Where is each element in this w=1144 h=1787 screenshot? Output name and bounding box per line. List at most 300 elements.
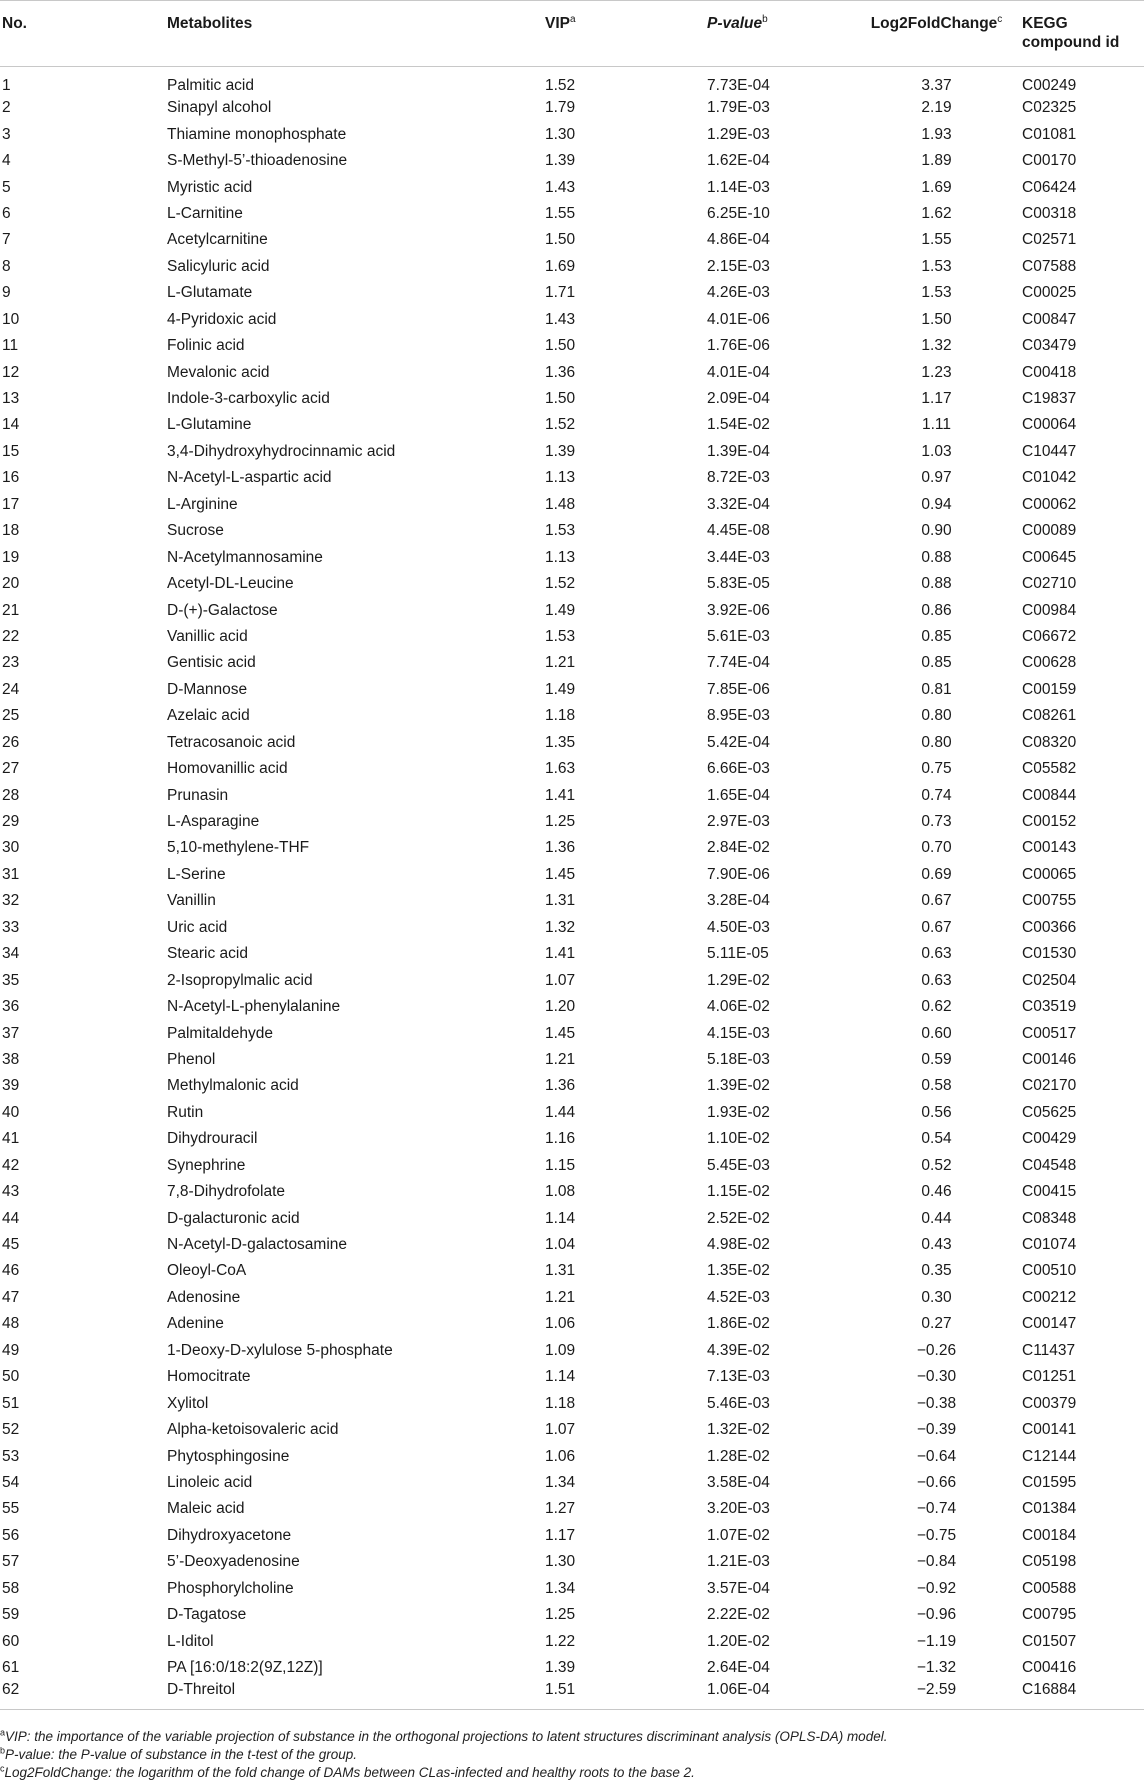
cell-metabolite: N-Acetylmannosamine: [167, 548, 323, 566]
cell-metabolite: Adenine: [167, 1315, 224, 1333]
cell-vip: 1.63: [545, 760, 576, 778]
table-row: [0, 1232, 1144, 1258]
cell-pvalue: 1.06E-04: [706, 1681, 852, 1710]
cell-vip: 1.21: [545, 1288, 576, 1306]
cell-metabolite: Mevalonic acid: [167, 363, 270, 381]
cell-no: 53: [2, 1447, 20, 1465]
cell-vip: 1.39: [545, 442, 576, 460]
footnote-mark: a: [0, 1727, 6, 1738]
cell-kegg-id: C01384: [1022, 1500, 1077, 1518]
table-row: [0, 518, 1144, 544]
table-body: [0, 67, 1144, 1710]
cell-pvalue: 1.39E-04: [707, 442, 770, 460]
cell-log2foldchange: 0.60: [921, 1024, 952, 1042]
table-row: [0, 862, 1144, 888]
cell-vip: 1.44: [545, 1103, 576, 1121]
cell-log2foldchange: 0.86: [921, 601, 952, 619]
cell-log2foldchange: 1.53: [921, 284, 952, 302]
cell-log2foldchange: −0.26: [916, 1341, 957, 1359]
cell-kegg-id: C00249: [1022, 77, 1077, 94]
cell-kegg-id: C00152: [1022, 813, 1077, 831]
cell-log2foldchange: 0.63: [921, 945, 952, 963]
cell-pvalue: 4.86E-04: [707, 231, 770, 249]
cell-metabolite: Indole-3-carboxylic acid: [167, 390, 330, 408]
header-log2foldchange-footnote-mark: c: [997, 13, 1003, 25]
cell-vip: 1.52: [545, 77, 576, 94]
cell-pvalue: 1.32E-02: [707, 1421, 770, 1439]
cell-vip: 1.13: [545, 469, 576, 487]
table-row: [0, 1523, 1144, 1549]
cell-kegg-id: C11437: [1022, 1341, 1076, 1359]
cell-log2foldchange: −2.59: [852, 1681, 1021, 1710]
cell-vip: 1.43: [545, 310, 576, 328]
cell-no: 3: [2, 125, 11, 143]
cell-vip: 1.39: [545, 152, 576, 170]
cell-pvalue: 1.65E-04: [707, 786, 770, 804]
cell-kegg-id: C10447: [1022, 442, 1077, 460]
cell-metabolite: Palmitic acid: [167, 77, 254, 94]
table-row: [0, 941, 1144, 967]
cell-vip: 1.45: [545, 865, 576, 883]
cell-metabolite: Adenosine: [167, 1288, 241, 1306]
cell-no: 60: [2, 1632, 20, 1650]
cell-kegg-id: C02710: [1022, 575, 1077, 593]
cell-log2foldchange: −0.64: [916, 1447, 957, 1465]
cell-log2foldchange: 0.81: [921, 680, 952, 698]
cell-log2foldchange: 1.53: [921, 257, 952, 275]
table-row: [0, 121, 1144, 147]
cell-pvalue: 2.15E-03: [707, 257, 770, 275]
table-row: [0, 1655, 1144, 1681]
cell-metabolite: Tetracosanoic acid: [167, 733, 296, 751]
cell-pvalue: 2.22E-02: [707, 1606, 770, 1624]
cell-log2foldchange: 0.85: [921, 654, 952, 672]
cell-log2foldchange: 0.80: [921, 733, 952, 751]
cell-kegg-id: C04548: [1022, 1156, 1077, 1174]
cell-kegg-id: C00065: [1022, 865, 1077, 883]
cell-no: 48: [2, 1315, 20, 1333]
cell-pvalue: 3.57E-04: [707, 1579, 770, 1597]
table-row: [0, 1126, 1144, 1152]
cell-metabolite: Vanillic acid: [167, 627, 248, 645]
cell-metabolite: Thiamine monophosphate: [167, 125, 347, 143]
table-row: [0, 703, 1144, 729]
table-row: [0, 1496, 1144, 1522]
cell-log2foldchange: 2.19: [921, 99, 952, 117]
cell-pvalue: 2.09E-04: [707, 390, 770, 408]
header-pvalue: [706, 1, 852, 67]
cell-metabolite: Myristic acid: [167, 178, 253, 196]
cell-no: 37: [2, 1024, 20, 1042]
cell-pvalue: 7.74E-04: [707, 654, 770, 672]
cell-vip: 1.36: [545, 839, 576, 857]
cell-vip: 1.36: [545, 1077, 576, 1095]
cell-kegg-id: C01530: [1022, 945, 1077, 963]
cell-kegg-id: C02170: [1022, 1077, 1077, 1095]
cell-kegg-id: C00517: [1022, 1024, 1077, 1042]
cell-pvalue: 1.15E-02: [707, 1183, 770, 1201]
table-row: [0, 544, 1144, 570]
cell-kegg-id: C03479: [1022, 337, 1077, 355]
cell-no: 11: [2, 337, 19, 355]
cell-log2foldchange: 0.67: [921, 892, 952, 910]
cell-pvalue: 2.64E-04: [707, 1659, 770, 1677]
table-row: [0, 1417, 1144, 1443]
cell-metabolite: Sinapyl alcohol: [167, 99, 272, 117]
cell-kegg-id: C00147: [1022, 1315, 1077, 1333]
table-row: [0, 1020, 1144, 1046]
cell-kegg-id: C12144: [1022, 1447, 1077, 1465]
cell-pvalue: 1.76E-06: [707, 337, 770, 355]
cell-pvalue: 1.29E-02: [707, 971, 770, 989]
footnote-mark: b: [0, 1745, 6, 1756]
cell-vip: 1.22: [545, 1632, 576, 1650]
table-row: [0, 280, 1144, 306]
table-row: [0, 439, 1144, 465]
cell-kegg-id: C02571: [1022, 231, 1077, 249]
cell-log2foldchange: 0.58: [921, 1077, 952, 1095]
cell-pvalue: 2.84E-02: [707, 839, 770, 857]
cell-pvalue: 1.20E-02: [707, 1632, 770, 1650]
cell-log2foldchange: −1.19: [916, 1632, 957, 1650]
cell-kegg-id: C03519: [1022, 998, 1077, 1016]
cell-vip: 1.14: [545, 1209, 576, 1227]
cell-log2foldchange: 1.17: [921, 390, 952, 408]
cell-pvalue: 1.28E-02: [707, 1447, 770, 1465]
cell-metabolite: Dihydroxyacetone: [167, 1526, 292, 1544]
cell-pvalue: 3.92E-06: [707, 601, 770, 619]
cell-vip: 1.14: [545, 1368, 576, 1386]
table-row: [0, 492, 1144, 518]
table-row: [0, 782, 1144, 808]
table-row: [0, 994, 1144, 1020]
cell-vip: 1.49: [545, 680, 576, 698]
cell-metabolite: 3,4-Dihydroxyhydrocinnamic acid: [167, 442, 396, 460]
table-row: [0, 174, 1144, 200]
cell-vip: 1.53: [545, 627, 576, 645]
cell-kegg-id: C01507: [1022, 1632, 1077, 1650]
cell-log2foldchange: −0.75: [916, 1526, 957, 1544]
cell-log2foldchange: −0.39: [916, 1421, 957, 1439]
cell-pvalue: 5.18E-03: [707, 1050, 770, 1068]
cell-kegg-id: C00847: [1022, 310, 1077, 328]
cell-no: 58: [2, 1579, 20, 1597]
cell-log2foldchange: 0.74: [921, 786, 952, 804]
table-row: [0, 227, 1144, 253]
cell-kegg-id: C00062: [1022, 495, 1077, 513]
footnote-text: VIP: the importance of the variable projection of substance in the orthogonal projections to latent structures discriminant analysis (OPLS-DA) model.: [5, 1729, 888, 1744]
header-row: [0, 1, 1144, 67]
table-row: [0, 1364, 1144, 1390]
cell-pvalue: 1.79E-03: [707, 99, 770, 117]
cell-pvalue: 5.45E-03: [707, 1156, 770, 1174]
cell-metabolite: Salicyluric acid: [167, 257, 270, 275]
cell-no: 21: [2, 601, 20, 619]
cell-no: 47: [2, 1288, 20, 1306]
cell-log2foldchange: −0.96: [916, 1606, 957, 1624]
header-pvalue-label: P-value: [707, 15, 763, 32]
cell-kegg-id: C00588: [1022, 1579, 1077, 1597]
table-row: [0, 359, 1144, 385]
cell-vip: 1.06: [545, 1447, 576, 1465]
cell-metabolite: N-Acetyl-L-aspartic acid: [167, 469, 332, 487]
cell-log2foldchange: 0.88: [921, 548, 952, 566]
cell-log2foldchange: 0.44: [921, 1209, 952, 1227]
cell-vip: 1.71: [545, 284, 576, 302]
cell-kegg-id: C08320: [1022, 733, 1077, 751]
cell-vip: 1.25: [545, 1606, 576, 1624]
cell-log2foldchange: 0.70: [921, 839, 952, 857]
cell-kegg-id: C00212: [1022, 1288, 1077, 1306]
footnote-text: P-value: the P-value of substance in the t-test of the group.: [5, 1747, 357, 1762]
cell-log2foldchange: −0.84: [916, 1553, 957, 1571]
cell-kegg-id: C01251: [1022, 1368, 1077, 1386]
cell-log2foldchange: −0.92: [916, 1579, 957, 1597]
cell-vip: 1.50: [545, 231, 576, 249]
cell-vip: 1.39: [545, 1659, 576, 1677]
cell-no: 59: [2, 1606, 20, 1624]
cell-metabolite: N-Acetyl-D-galactosamine: [167, 1236, 348, 1254]
cell-log2foldchange: 1.50: [921, 310, 952, 328]
cell-no: 9: [2, 284, 11, 302]
cell-vip: 1.08: [545, 1183, 576, 1201]
cell-vip: 1.20: [545, 998, 576, 1016]
cell-log2foldchange: 0.56: [921, 1103, 952, 1121]
cell-vip: 1.79: [545, 99, 576, 117]
cell-vip: 1.13: [545, 548, 576, 566]
table-row: [0, 624, 1144, 650]
cell-no: 15: [2, 442, 20, 460]
cell-no: 27: [2, 760, 20, 778]
cell-metabolite: Alpha-ketoisovaleric acid: [167, 1421, 339, 1439]
cell-kegg-id: C00025: [1022, 284, 1077, 302]
cell-no: 2: [2, 99, 11, 117]
cell-metabolite: D-galacturonic acid: [167, 1209, 300, 1227]
cell-metabolite: Vanillin: [167, 892, 216, 910]
cell-metabolite: Homocitrate: [167, 1368, 251, 1386]
table-header: [0, 1, 1144, 67]
cell-metabolite: Uric acid: [167, 918, 228, 936]
cell-no: 38: [2, 1050, 20, 1068]
table-row: [0, 650, 1144, 676]
table-row: [0, 1073, 1144, 1099]
cell-pvalue: 1.62E-04: [707, 152, 770, 170]
cell-log2foldchange: −0.66: [916, 1473, 957, 1491]
footnote-mark: c: [0, 1763, 5, 1774]
header-vip-label: VIP: [545, 15, 570, 32]
cell-metabolite: Linoleic acid: [167, 1473, 253, 1491]
cell-kegg-id: C00170: [1022, 152, 1077, 170]
cell-metabolite: D-Threitol: [166, 1681, 544, 1710]
cell-pvalue: 2.52E-02: [707, 1209, 770, 1227]
cell-pvalue: 5.46E-03: [707, 1394, 770, 1412]
cell-pvalue: 7.13E-03: [707, 1368, 770, 1386]
header-no: [0, 1, 166, 67]
cell-metabolite: 4-Pyridoxic acid: [167, 310, 277, 328]
cell-kegg-id: C19837: [1022, 390, 1077, 408]
cell-vip: 1.30: [545, 1553, 576, 1571]
cell-no: 10: [2, 310, 20, 328]
cell-metabolite: Methylmalonic acid: [167, 1077, 299, 1095]
table-row: [0, 1153, 1144, 1179]
table-row: [0, 1549, 1144, 1575]
cell-kegg-id: C00184: [1022, 1526, 1077, 1544]
cell-pvalue: 3.28E-04: [707, 892, 770, 910]
cell-pvalue: 6.25E-10: [707, 204, 770, 222]
table-row: [0, 412, 1144, 438]
table-row: [0, 597, 1144, 623]
cell-vip: 1.18: [545, 707, 576, 725]
cell-no: 55: [2, 1500, 20, 1518]
cell-pvalue: 1.29E-03: [707, 125, 770, 143]
table-row: [0, 1258, 1144, 1284]
table-row: [0, 571, 1144, 597]
table-row: [0, 1047, 1144, 1073]
table-row: [0, 730, 1144, 756]
cell-no: 35: [2, 971, 20, 989]
cell-no: 13: [2, 390, 20, 408]
cell-metabolite: D-Tagatose: [167, 1606, 247, 1624]
cell-log2foldchange: 0.27: [921, 1315, 952, 1333]
cell-metabolite: 1-Deoxy-D-xylulose 5-phosphate: [167, 1341, 393, 1359]
table-row: [0, 333, 1144, 359]
cell-metabolite: L-Iditol: [167, 1632, 214, 1650]
cell-log2foldchange: 0.35: [921, 1262, 952, 1280]
cell-kegg-id: C02504: [1022, 971, 1077, 989]
cell-kegg-id: C01595: [1022, 1473, 1077, 1491]
cell-log2foldchange: −0.30: [916, 1368, 957, 1386]
cell-metabolite: L-Glutamine: [167, 416, 252, 434]
cell-metabolite: Folinic acid: [167, 337, 245, 355]
cell-no: 52: [2, 1421, 20, 1439]
header-log2foldchange-label: Log2FoldChange: [870, 15, 998, 32]
cell-pvalue: 1.54E-02: [707, 416, 770, 434]
cell-metabolite: 5’-Deoxyadenosine: [167, 1553, 300, 1571]
table-row: [0, 1179, 1144, 1205]
cell-kegg-id: C02325: [1022, 99, 1077, 117]
cell-pvalue: 7.73E-04: [707, 77, 770, 94]
cell-kegg-id: C00064: [1022, 416, 1077, 434]
cell-pvalue: 3.32E-04: [707, 495, 770, 513]
cell-no: 34: [2, 945, 20, 963]
cell-pvalue: 1.86E-02: [707, 1315, 770, 1333]
cell-kegg-id: C00159: [1022, 680, 1077, 698]
cell-no: 26: [2, 733, 20, 751]
table-row: [0, 1681, 1144, 1710]
cell-metabolite: Stearic acid: [167, 945, 248, 963]
cell-metabolite: L-Arginine: [167, 495, 238, 513]
cell-log2foldchange: 0.97: [921, 469, 952, 487]
table-row: [0, 756, 1144, 782]
cell-pvalue: 4.45E-08: [707, 522, 770, 540]
table-row: [0, 201, 1144, 227]
cell-metabolite: Phosphorylcholine: [167, 1579, 294, 1597]
table-row: [0, 1602, 1144, 1628]
cell-no: 61: [2, 1659, 20, 1677]
cell-kegg-id: C00755: [1022, 892, 1077, 910]
cell-metabolite: Maleic acid: [167, 1500, 245, 1518]
cell-vip: 1.09: [545, 1341, 576, 1359]
cell-vip: 1.49: [545, 601, 576, 619]
table-row: [0, 835, 1144, 861]
cell-metabolite: Prunasin: [167, 786, 229, 804]
cell-vip: 1.52: [545, 416, 576, 434]
cell-pvalue: 4.01E-04: [707, 363, 770, 381]
cell-log2foldchange: 0.52: [921, 1156, 952, 1174]
cell-pvalue: 4.06E-02: [707, 998, 770, 1016]
cell-kegg-id: C08261: [1022, 707, 1077, 725]
cell-no: 5: [2, 178, 11, 196]
table-row: [0, 1390, 1144, 1416]
cell-kegg-id: C07588: [1022, 257, 1077, 275]
cell-metabolite: Acetyl-DL-Leucine: [167, 575, 294, 593]
cell-vip: 1.17: [545, 1526, 576, 1544]
cell-no: 6: [2, 204, 11, 222]
cell-no: 46: [2, 1262, 20, 1280]
cell-metabolite: Oleoyl-CoA: [167, 1262, 247, 1280]
footnote: [0, 1728, 1144, 1746]
cell-vip: 1.34: [545, 1579, 576, 1597]
header-log2foldchange: [852, 1, 1021, 67]
cell-no: 32: [2, 892, 20, 910]
cell-no: 20: [2, 575, 20, 593]
cell-metabolite: PA [16:0/18:2(9Z,12Z)]: [167, 1659, 323, 1677]
cell-pvalue: 8.95E-03: [707, 707, 770, 725]
cell-no: 43: [2, 1183, 20, 1201]
cell-metabolite: Sucrose: [167, 522, 224, 540]
cell-log2foldchange: −0.38: [916, 1394, 957, 1412]
cell-no: 62: [0, 1681, 166, 1710]
cell-no: 51: [2, 1394, 20, 1412]
cell-log2foldchange: 1.93: [921, 125, 952, 143]
cell-metabolite: 5,10-methylene-THF: [167, 839, 310, 857]
cell-vip: 1.45: [545, 1024, 576, 1042]
header-kegg-line2: compound id: [1022, 34, 1120, 51]
cell-vip: 1.07: [545, 1421, 576, 1439]
cell-log2foldchange: 0.46: [921, 1183, 952, 1201]
cell-kegg-id: C05625: [1022, 1103, 1077, 1121]
cell-no: 29: [2, 813, 20, 831]
cell-pvalue: 7.85E-06: [707, 680, 770, 698]
table-row: [0, 1443, 1144, 1469]
cell-vip: 1.35: [545, 733, 576, 751]
cell-vip: 1.27: [545, 1500, 576, 1518]
cell-pvalue: 1.21E-03: [707, 1553, 770, 1571]
cell-pvalue: 1.93E-02: [707, 1103, 770, 1121]
cell-no: 14: [2, 416, 20, 434]
cell-pvalue: 1.07E-02: [707, 1526, 770, 1544]
cell-vip: 1.04: [545, 1236, 576, 1254]
header-vip-footnote-mark: a: [569, 13, 576, 25]
cell-vip: 1.18: [545, 1394, 576, 1412]
cell-log2foldchange: 0.69: [921, 865, 952, 883]
cell-metabolite: D-(+)-Galactose: [167, 601, 278, 619]
cell-no: 45: [2, 1236, 20, 1254]
cell-metabolite: Phenol: [167, 1050, 216, 1068]
cell-pvalue: 5.61E-03: [707, 627, 770, 645]
cell-no: 44: [2, 1209, 20, 1227]
cell-kegg-id: C00645: [1022, 548, 1077, 566]
cell-vip: 1.16: [545, 1130, 576, 1148]
table-row: [0, 1100, 1144, 1126]
cell-log2foldchange: 0.80: [921, 707, 952, 725]
table-row: [0, 254, 1144, 280]
header-kegg-id: [1021, 1, 1144, 67]
cell-kegg-id: C01081: [1022, 125, 1077, 143]
cell-kegg-id: C06424: [1022, 178, 1077, 196]
table-row: [0, 915, 1144, 941]
cell-pvalue: 3.20E-03: [707, 1500, 770, 1518]
